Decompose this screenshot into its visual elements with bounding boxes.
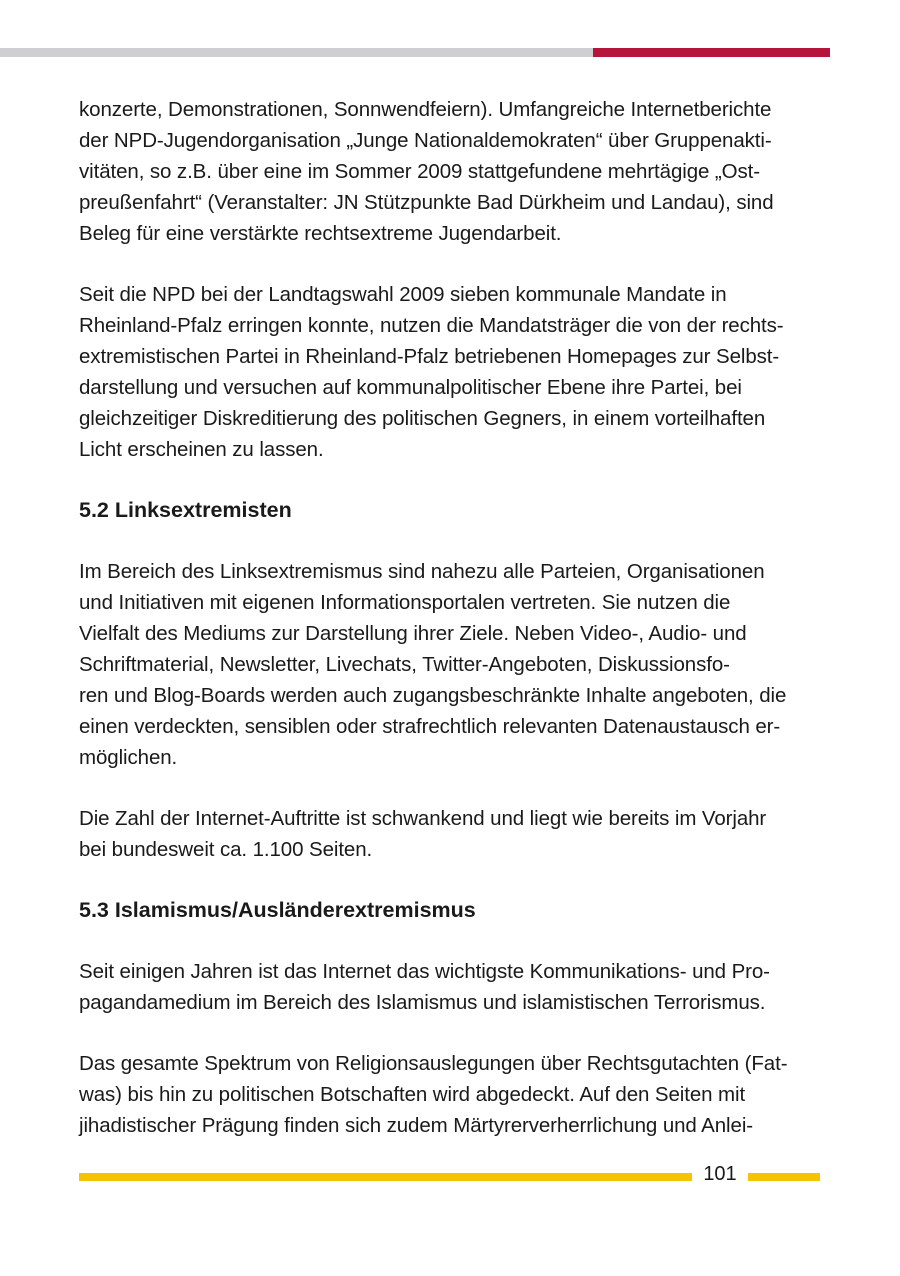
text-line: Beleg für eine verstärkte rechtsextreme Jugendarbeit.	[79, 222, 562, 245]
text-line: der NPD-Jugendorganisation „Junge Nationaldemokraten“ über Gruppenakti-	[79, 129, 772, 152]
text-line: Seit die NPD bei der Landtagswahl 2009 sieben kommunale Mandate in	[79, 283, 727, 306]
text-line: Rheinland-Pfalz erringen konnte, nutzen die Mandatsträger die von der rechts-	[79, 314, 784, 337]
paragraph-religious-spectrum	[79, 1048, 824, 1141]
text-line: extremistischen Partei in Rheinland-Pfalz betriebenen Homepages zur Selbst-	[79, 345, 780, 368]
section-heading-5-2: 5.2 Linksextremisten	[79, 498, 292, 522]
page-number: 101	[703, 1163, 737, 1185]
header-rule-red	[593, 48, 830, 57]
text-line: pagandamedium im Bereich des Islamismus und islamistischen Terrorismus.	[79, 991, 766, 1014]
text-line: Schriftmaterial, Newsletter, Livechats, Twitter-Angeboten, Diskussionsfo-	[79, 653, 730, 676]
text-line: darstellung und versuchen auf kommunalpolitischer Ebene ihre Partei, bei	[79, 376, 742, 399]
text-line: gleichzeitiger Diskreditierung des politischen Gegners, in einem vorteilhaften	[79, 407, 766, 430]
section-heading-5-3: 5.3 Islamismus/Ausländerextremismus	[79, 898, 476, 922]
text-line: konzerte, Demonstrationen, Sonnwendfeiern). Umfangreiche Internetberichte	[79, 98, 772, 121]
text-line: jihadistischer Prägung finden sich zudem Märtyrerverherrlichung und Anlei-	[79, 1114, 753, 1137]
text-line: vitäten, so z.B. über eine im Sommer 2009 stattgefundene mehrtägige „Ost-	[79, 160, 760, 183]
footer-rule-right	[748, 1173, 820, 1181]
text-line: Seit einigen Jahren ist das Internet das wichtigste Kommunikations- und Pro-	[79, 960, 770, 983]
text-line: möglichen.	[79, 746, 178, 769]
page-body	[79, 94, 824, 1141]
footer-rule-left	[79, 1173, 692, 1181]
text-line: und Initiativen mit eigenen Informationsportalen vertreten. Sie nutzen die	[79, 591, 731, 614]
text-line: was) bis hin zu politischen Botschaften wird abgedeckt. Auf den Seiten mit	[79, 1083, 746, 1106]
text-line: Vielfalt des Mediums zur Darstellung ihrer Ziele. Neben Video-, Audio- und	[79, 622, 747, 645]
text-line: preußenfahrt“ (Veranstalter: JN Stützpunkte Bad Dürkheim und Landau), sind	[79, 191, 774, 214]
paragraph-islamism-internet	[79, 956, 824, 1018]
text-line: Im Bereich des Linksextremismus sind nahezu alle Parteien, Organisationen	[79, 560, 765, 583]
text-line: einen verdeckten, sensiblen oder strafrechtlich relevanten Datenaustausch er-	[79, 715, 781, 738]
text-line: bei bundesweit ca. 1.100 Seiten.	[79, 838, 373, 861]
paragraph-website-count	[79, 803, 824, 865]
header-rule-gray	[0, 48, 593, 57]
text-line: Licht erscheinen zu lassen.	[79, 438, 324, 461]
paragraph-left-extremism-portals	[79, 556, 824, 773]
text-line: ren und Blog-Boards werden auch zugangsbeschränkte Inhalte angeboten, die	[79, 684, 787, 707]
paragraph-npd-youth	[79, 94, 824, 249]
text-line: Das gesamte Spektrum von Religionsauslegungen über Rechtsgutachten (Fat-	[79, 1052, 788, 1075]
text-line: Die Zahl der Internet-Auftritte ist schwankend und liegt wie bereits im Vorjahr	[79, 807, 767, 830]
paragraph-npd-mandates	[79, 279, 824, 465]
